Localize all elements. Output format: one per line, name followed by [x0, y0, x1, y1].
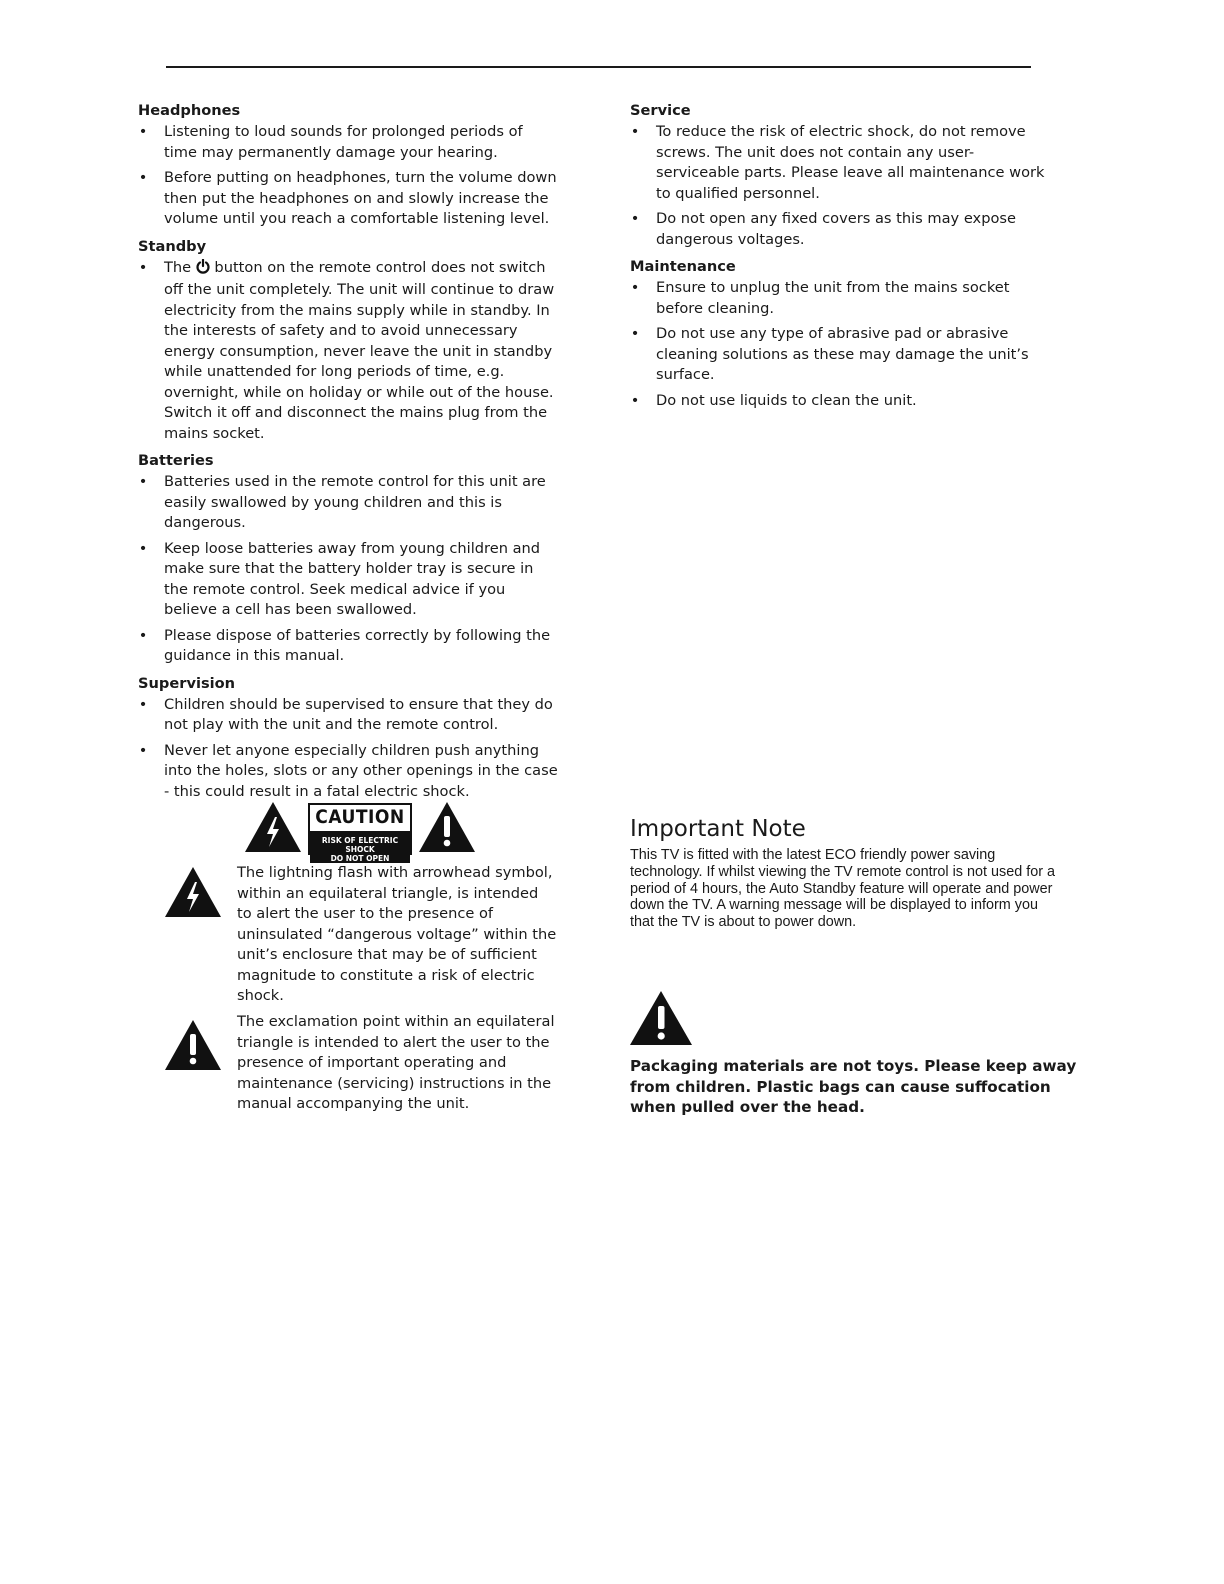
maintenance-section [630, 256, 1055, 411]
list-item [630, 391, 1055, 412]
packaging-warning-text: Packaging materials are not toys. Please keep away from children. Plastic bags can cause suffocation when pulled over the head. [630, 1057, 1077, 1116]
list-item [630, 278, 1055, 319]
caution-line-1: RISK OF ELECTRIC SHOCK [321, 836, 399, 854]
batteries-section [138, 450, 558, 667]
item-text: Children should be supervised to ensure that they do not play with the unit and the remote control. [164, 695, 553, 733]
power-icon [196, 259, 210, 281]
exclamation-warning-icon [418, 801, 476, 858]
item-text: Batteries used in the remote control for this unit are easily swallowed by young children and this is dangerous. [164, 473, 546, 531]
item-text: Do not use any type of abrasive pad or abrasive cleaning solutions as these may damage the unit’s surface. [656, 325, 1029, 383]
list-item [138, 168, 558, 230]
list-item [630, 122, 1055, 204]
item-text: Ensure to unplug the unit from the mains socket before cleaning. [656, 279, 1010, 317]
maintenance-heading: Maintenance [630, 258, 736, 275]
item-text: button on the remote control does not switch off the unit completely. The unit will continue to draw electricity from the mains supply while in standby. In the interests of safety and to avoid unnecessary energy consumption, never leave the unit in standby while unattended for long periods of time, e.g. overnight, while on holiday or while out of the house. Switch it off and disconnect the mains plug from the mains socket. [164, 258, 555, 442]
list-item [138, 741, 558, 803]
standby-section [138, 236, 558, 445]
batteries-heading: Batteries [138, 452, 214, 469]
important-note-title: Important Note [630, 816, 806, 842]
caution-line-2: DO NOT OPEN [330, 854, 390, 863]
service-heading: Service [630, 102, 691, 119]
lightning-warning-icon [164, 866, 222, 918]
bullet: • [630, 210, 640, 227]
bullet: • [138, 473, 148, 490]
list-item [630, 324, 1055, 386]
headphones-section [138, 100, 558, 230]
item-text: Listening to loud sounds for prolonged periods of time may permanently damage your hearing. [164, 123, 523, 161]
list-item [138, 695, 558, 736]
list-item [630, 209, 1055, 250]
list-item [138, 626, 558, 667]
left-column [138, 100, 558, 808]
supervision-heading: Supervision [138, 674, 236, 692]
bullet: • [138, 258, 148, 276]
right-column [630, 100, 1055, 417]
item-text: Please dispose of batteries correctly by following the guidance in this manual. [164, 626, 551, 664]
exclamation-warning-icon [629, 990, 693, 1051]
important-note-body: This TV is fitted with the latest ECO friendly power saving technology. If whilst viewing the TV remote control is not used for a period of 4 hours, the Auto Standby feature will operate and power down the TV. A warning message will be displayed to inform you that the TV is about to power down. [630, 847, 1056, 931]
headphones-heading: Headphones [138, 102, 241, 119]
bullet: • [630, 325, 640, 342]
caution-label [308, 803, 412, 863]
bullet: • [138, 626, 148, 644]
caution-banner [244, 802, 476, 863]
item-text: Do not open any fixed covers as this may expose dangerous voltages. [656, 210, 1016, 248]
bullet: • [138, 539, 148, 557]
caution-title: CAUTION [310, 805, 410, 833]
item-text: Do not use liquids to clean the unit. [656, 391, 917, 409]
list-item [138, 258, 558, 445]
bullet: • [630, 279, 640, 296]
bullet: • [630, 123, 640, 140]
item-text-prefix: The [164, 258, 196, 276]
item-text: Before putting on headphones, turn the volume down then put the headphones on and slowly increase the volume until you reach a comfortable listening level. [164, 169, 557, 227]
exclamation-symbol-description: The exclamation point within an equilateral triangle is intended to alert the user to the presence of important operating and maintenance (servicing) instructions in the manual accompanying the unit. [237, 1013, 555, 1112]
standby-heading: Standby [138, 237, 207, 255]
lightning-warning-icon [244, 801, 302, 858]
caution-subtitle [310, 833, 410, 863]
bullet: • [138, 169, 148, 186]
list-item [138, 539, 558, 621]
top-rule [166, 66, 1031, 68]
bullet: • [138, 741, 148, 759]
bullet: • [138, 123, 148, 140]
lightning-symbol-description: The lightning flash with arrowhead symbol, within an equilateral triangle, is intended to alert the user to the presence of uninsulated “dangerous voltage” within the unit’s enclosure that may be of sufficient magnitude to constitute a risk of electric shock. [237, 864, 557, 1004]
item-text: To reduce the risk of electric shock, do not remove screws. The unit does not contain any user-serviceable parts. Please leave all maintenance work to qualified personnel. [656, 123, 1045, 202]
supervision-section [138, 673, 558, 803]
list-item [138, 472, 558, 534]
exclamation-warning-icon [164, 1019, 222, 1071]
list-item [138, 122, 558, 163]
service-section [630, 100, 1055, 250]
bullet: • [138, 695, 148, 713]
item-text: Never let anyone especially children push anything into the holes, slots or any other openings in the case - this could result in a fatal electric shock. [164, 741, 558, 800]
bullet: • [630, 391, 640, 409]
item-text: Keep loose batteries away from young children and make sure that the battery holder tray is secure in the remote control. Seek medical advice if you believe a cell has been swallowed. [164, 539, 541, 618]
